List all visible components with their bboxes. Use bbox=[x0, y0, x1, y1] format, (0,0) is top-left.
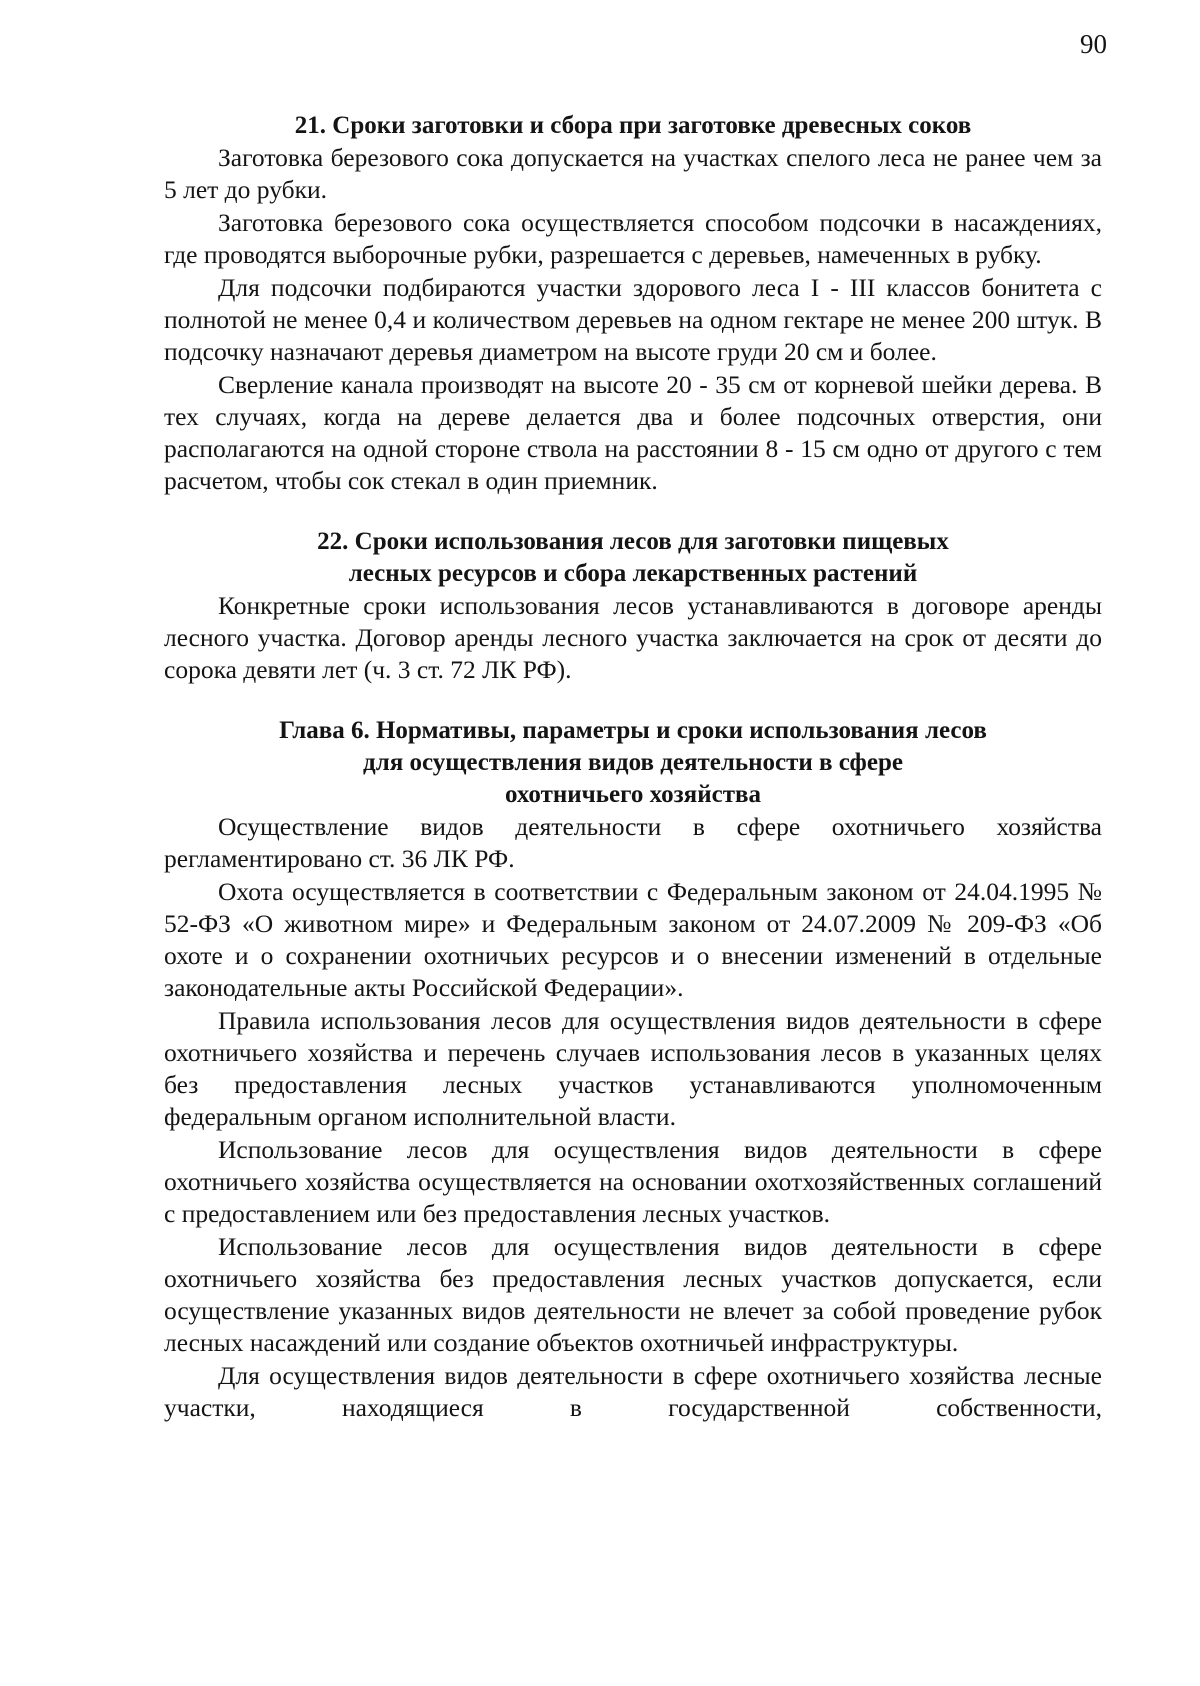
paragraph: Для подсочки подбираются участки здорового леса I - III классов бонитета с полнотой не менее 0,4 и количеством деревьев на одном гектаре не менее 200 штук. В подсочку назначают деревья диаметром на высоте груди 20 см и более. bbox=[164, 273, 1102, 366]
section-title-line: Глава 6. Нормативы, параметры и сроки использования лесов bbox=[279, 717, 987, 744]
section-22 bbox=[164, 526, 1102, 686]
section-title-line: охотничьего хозяйства bbox=[505, 781, 761, 808]
paragraph: Заготовка березового сока допускается на участках спелого леса не ранее чем за 5 лет до рубки. bbox=[164, 143, 1102, 204]
section-22-title bbox=[164, 526, 1102, 590]
section-21 bbox=[164, 110, 1102, 497]
paragraph: Использование лесов для осуществления видов деятельности в сфере охотничьего хозяйства без предоставления лесных участков допускается, если осуществление указанных видов деятельности не влечет за собой проведение рубок лесных насаждений или создание объектов охотничьей инфраструктуры. bbox=[164, 1232, 1102, 1357]
paragraph: Конкретные сроки использования лесов устанавливаются в договоре аренды лесного участка. Договор аренды лесного участка заключается на срок от десяти до сорока девяти лет (ч. 3 ст. 72 ЛК РФ). bbox=[164, 591, 1102, 684]
section-title-line: для осуществления видов деятельности в сфере bbox=[363, 749, 903, 776]
section-21-title bbox=[164, 110, 1102, 142]
paragraph: Заготовка березового сока осуществляется способом подсочки в насаждениях, где проводятся выборочные рубки, разрешается с деревьев, намеченных в рубку. bbox=[164, 208, 1102, 269]
paragraph: Для осуществления видов деятельности в сфере охотничьего хозяйства лесные участки, находящиеся в государственной собственности, bbox=[164, 1361, 1102, 1422]
paragraph: Использование лесов для осуществления видов деятельности в сфере охотничьего хозяйства осуществляется на основании охотхозяйственных соглашений с предоставлением или без предоставления лесных участков. bbox=[164, 1135, 1102, 1228]
chapter-6 bbox=[164, 715, 1102, 1424]
page-number: 90 bbox=[1080, 29, 1107, 59]
section-title-line: 22. Сроки использования лесов для заготовки пищевых bbox=[317, 528, 949, 555]
paragraph: Охота осуществляется в соответствии с Федеральным законом от 24.04.1995 № 52-ФЗ «О животном мире» и Федеральным законом от 24.07.2009 № 209-ФЗ «Об охоте и о сохранении охотничьих ресурсов и о внесении изменений в отдельные законодательные акты Российской Федерации». bbox=[164, 877, 1102, 1002]
chapter-6-title bbox=[164, 715, 1102, 811]
paragraph: Правила использования лесов для осуществления видов деятельности в сфере охотничьего хозяйства и перечень случаев использования лесов в указанных целях без предоставления лесных участков устанавливаются уполномоченным федеральным органом исполнительной власти. bbox=[164, 1006, 1102, 1131]
section-title-line: 21. Сроки заготовки и сбора при заготовке древесных соков bbox=[294, 112, 972, 139]
paragraph: Осуществление видов деятельности в сфере охотничьего хозяйства регламентировано ст. 36 ЛК РФ. bbox=[164, 812, 1102, 873]
paragraph: Сверление канала производят на высоте 20 - 35 см от корневой шейки дерева. В тех случаях, когда на дереве делается два и более подсочных отверстия, они располагаются на одной стороне ствола на расстоянии 8 - 15 см одно от другого с тем расчетом, чтобы сок стекал в один приемник. bbox=[164, 370, 1102, 495]
document-body bbox=[164, 110, 1102, 1425]
section-title-line: лесных ресурсов и сбора лекарственных растений bbox=[348, 560, 918, 587]
